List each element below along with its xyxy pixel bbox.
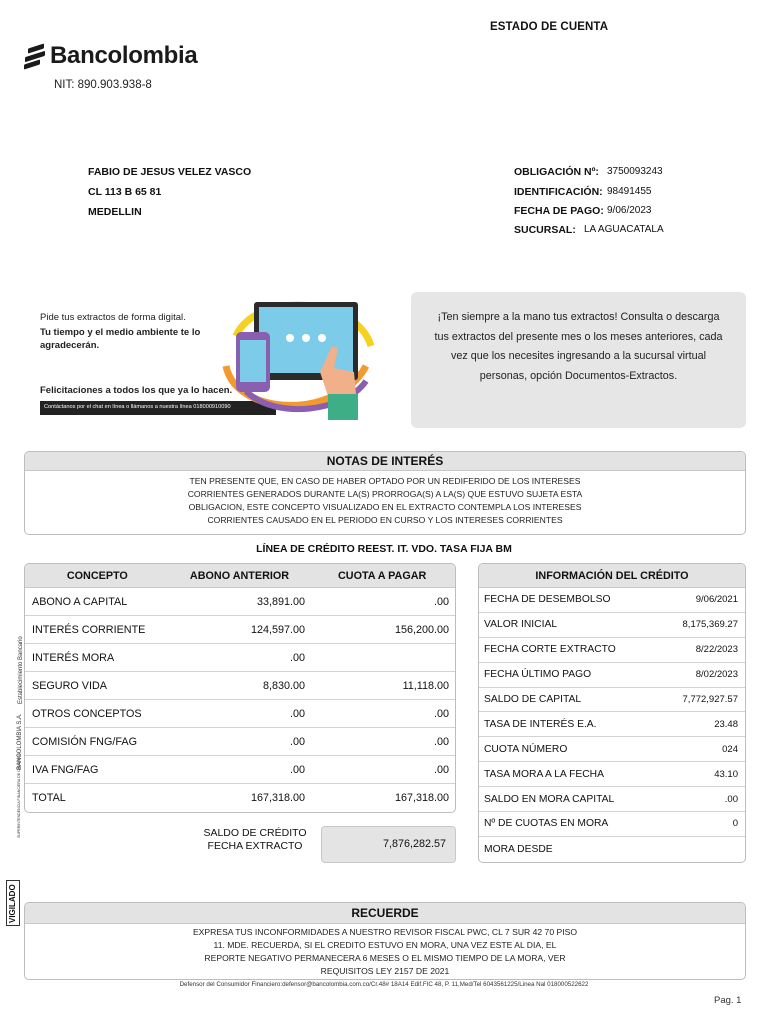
bank-logo — [24, 42, 197, 70]
table-cell: TOTAL — [32, 792, 66, 804]
table-cell: ABONO A CAPITAL — [32, 595, 128, 608]
notes-title: NOTAS DE INTERÉS — [25, 452, 745, 471]
credit-info-label: TASA MORA A LA FECHA — [484, 768, 604, 780]
notes-line: TEN PRESENTE QUE, EN CASO DE HABER OPTADO POR UN REDIFERIDO DE LOS INTERESES — [189, 476, 581, 486]
credit-info-row — [479, 638, 745, 663]
account-info-row — [514, 186, 652, 198]
credit-info-table — [478, 563, 746, 863]
consumer-defender-footer: Defensor del Consumidor Financiero:defensor@bancolombia.com.co/Cr.48# 18A14 Edif.FIC 48, P. 11,Med/Tel 6043561225/Linea Nal 018000522622 — [179, 981, 589, 988]
account-info-row — [514, 224, 664, 236]
notes-panel — [24, 451, 746, 535]
table-row — [25, 588, 455, 616]
table-row — [25, 672, 455, 700]
credit-balance-label-line: SALDO DE CRÉDITO — [203, 827, 307, 839]
account-info-row — [514, 166, 663, 178]
regulatory-side-text — [8, 632, 24, 892]
credit-info-label: VALOR INICIAL — [484, 619, 558, 631]
table-cell: 8,830.00 — [262, 679, 305, 692]
credit-info-value: 23.48 — [714, 718, 738, 730]
side-text-line: Establecimiento Bancario — [18, 636, 24, 704]
credit-info-row — [479, 712, 745, 737]
payments-table — [24, 563, 456, 813]
table-cell: INTERÉS CORRIENTE — [32, 623, 146, 636]
payments-table-header — [25, 564, 455, 588]
table-cell: 156,200.00 — [394, 623, 449, 636]
document-title: ESTADO DE CUENTA — [490, 21, 609, 33]
credit-info-label: SALDO EN MORA CAPITAL — [484, 793, 615, 805]
credit-line-title: LÍNEA DE CRÉDITO REEST. IT. VDO. TASA FIJA BM — [256, 543, 512, 555]
credit-info-label: Nº DE CUOTAS EN MORA — [484, 818, 609, 830]
credit-info-row — [479, 588, 745, 613]
account-info-label: SUCURSAL: — [514, 224, 576, 236]
extract-info-box: ¡Ten siempre a la mano tus extractos! Consulta o descarga tus extractos del presente mes o los meses anteriores, cada vez que los necesites ingresando a la sucursal virtual personas, opción Documentos-Extractos. — [411, 292, 746, 428]
brand-name: Bancolombia — [50, 42, 198, 69]
account-info-label: OBLIGACIÓN Nº: — [514, 166, 599, 178]
client-name: FABIO DE JESUS VELEZ VASCO — [88, 166, 252, 178]
column-header: ABONO ANTERIOR — [189, 569, 290, 582]
credit-info-label: MORA DESDE — [484, 843, 553, 855]
notes-line: CORRIENTES GENERADOS DURANTE LA(S) PRORROGA(S) A LA(S) QUE ESTUVO SUJETA ESTA — [187, 489, 583, 499]
table-cell: INTERÉS MORA — [32, 651, 115, 664]
table-row — [25, 700, 455, 728]
credit-info-row — [479, 688, 745, 713]
table-cell: .00 — [289, 707, 305, 720]
credit-balance-label — [190, 827, 320, 853]
account-info-value: LA AGUACATALA — [584, 224, 664, 235]
table-cell: .00 — [289, 651, 305, 664]
table-cell: IVA FNG/FAG — [32, 763, 99, 776]
side-text-line: SUPERINTENDENCIA FINANCIERA DE COLOMBIA — [17, 752, 21, 838]
table-cell: 33,891.00 — [256, 595, 305, 608]
reminder-title: RECUERDE — [25, 903, 745, 924]
account-info-label: FECHA DE PAGO: — [514, 205, 604, 217]
table-cell: .00 — [289, 735, 305, 748]
table-cell: .00 — [433, 707, 449, 720]
credit-info-value: 8/22/2023 — [695, 644, 738, 656]
table-cell: .00 — [289, 763, 305, 776]
table-cell: .00 — [433, 735, 449, 748]
notes-line: CORRIENTES CAUSADO EN EL PERIODO EN CURSO Y LOS INTERESES CORRIENTES — [207, 515, 563, 525]
vigilado-stamp — [6, 880, 20, 926]
credit-info-label: FECHA CORTE EXTRACTO — [484, 644, 616, 656]
promo-line: Pide tus extractos de forma digital. — [40, 312, 186, 323]
account-info-label: IDENTIFICACIÓN: — [514, 186, 603, 198]
account-info-value: 3750093243 — [607, 166, 663, 177]
credit-balance-value: 7,876,282.57 — [321, 826, 456, 863]
credit-info-value: 43.10 — [714, 768, 738, 780]
credit-info-value: 8/02/2023 — [695, 669, 738, 681]
account-info-value: 9/06/2023 — [607, 205, 652, 216]
table-cell: .00 — [433, 763, 449, 776]
side-text-line: BANCOLOMBIA S.A. — [17, 713, 23, 770]
table-cell: 11,118.00 — [402, 679, 449, 692]
column-header: CONCEPTO — [66, 569, 128, 582]
table-cell: OTROS CONCEPTOS — [32, 707, 142, 720]
credit-balance-label-line: FECHA EXTRACTO — [207, 840, 303, 852]
table-row — [25, 728, 455, 756]
credit-info-value: .00 — [724, 793, 738, 805]
credit-info-label: FECHA DE DESEMBOLSO — [484, 594, 611, 606]
account-info-row — [514, 205, 652, 217]
credit-info-value: 0 — [732, 818, 738, 830]
promo-line: Felicitaciones a todos los que ya lo hacen. — [40, 385, 233, 396]
promo-contact-strip: Contáctanos por el chat en línea o llámanos a nuestra línea 018000910090 — [40, 401, 276, 415]
table-cell: 167,318.00 — [394, 792, 449, 804]
credit-info-label: TASA DE INTERÉS E.A. — [484, 718, 597, 730]
client-address: CL 113 B 65 81 — [88, 186, 162, 198]
reminder-line: 11. MDE. RECUERDA, SI EL CREDITO ESTUVO EN MORA, UNA VEZ ESTE AL DIA, EL — [213, 940, 557, 950]
credit-info-label: FECHA ÚLTIMO PAGO — [484, 669, 592, 681]
table-row — [25, 756, 455, 784]
device-illustration-icon — [216, 296, 376, 424]
reminder-line: REPORTE NEGATIVO PERMANECERA 6 MESES O EL MISMO TIEMPO DE LA MORA, VER — [204, 953, 566, 963]
vigilado-label: VIGILADO — [8, 884, 17, 923]
table-row — [25, 784, 455, 812]
table-cell: 124,597.00 — [250, 623, 305, 636]
credit-info-title: INFORMACIÓN DEL CRÉDITO — [479, 564, 745, 588]
credit-info-value: 024 — [722, 743, 738, 755]
credit-info-row — [479, 737, 745, 762]
credit-info-value: 9/06/2021 — [695, 594, 738, 606]
table-cell: 167,318.00 — [250, 792, 305, 804]
credit-info-value: 7,772,927.57 — [682, 694, 738, 705]
page-number: Pag. 1 — [714, 995, 742, 1006]
credit-info-row — [479, 663, 745, 688]
column-header: CUOTA A PAGAR — [337, 569, 427, 582]
credit-info-row — [479, 762, 745, 787]
credit-info-row — [479, 812, 745, 837]
account-info-value: 98491455 — [607, 186, 652, 197]
table-cell: SEGURO VIDA — [32, 679, 107, 692]
credit-info-label: CUOTA NÚMERO — [484, 743, 568, 755]
reminder-line: EXPRESA TUS INCONFORMIDADES A NUESTRO REVISOR FISCAL PWC, CL 7 SUR 42 70 PISO — [192, 927, 578, 937]
credit-info-label: SALDO DE CAPITAL — [484, 694, 582, 705]
credit-info-row — [479, 613, 745, 638]
reminder-panel — [24, 902, 746, 980]
nit-number: NIT: 890.903.938-8 — [54, 79, 152, 91]
credit-info-value: 8,175,369.27 — [682, 619, 738, 631]
promo-line: Tu tiempo y el medio ambiente te lo agradecerán. — [40, 327, 201, 351]
digital-statement-promo — [30, 292, 382, 422]
table-cell: COMISIÓN FNG/FAG — [32, 735, 137, 748]
bancolombia-logo-icon — [24, 43, 46, 69]
client-city: MEDELLIN — [88, 206, 142, 218]
credit-info-row — [479, 837, 745, 862]
table-cell: .00 — [433, 595, 449, 608]
table-row — [25, 644, 455, 672]
credit-info-row — [479, 787, 745, 812]
table-row — [25, 616, 455, 644]
notes-line: OBLIGACION, ESTE CONCEPTO VISUALIZADO EN EL EXTRACTO CONTEMPLA LOS INTERESES — [188, 502, 582, 512]
reminder-line: REQUISITOS LEY 2157 DE 2021 — [320, 966, 450, 976]
